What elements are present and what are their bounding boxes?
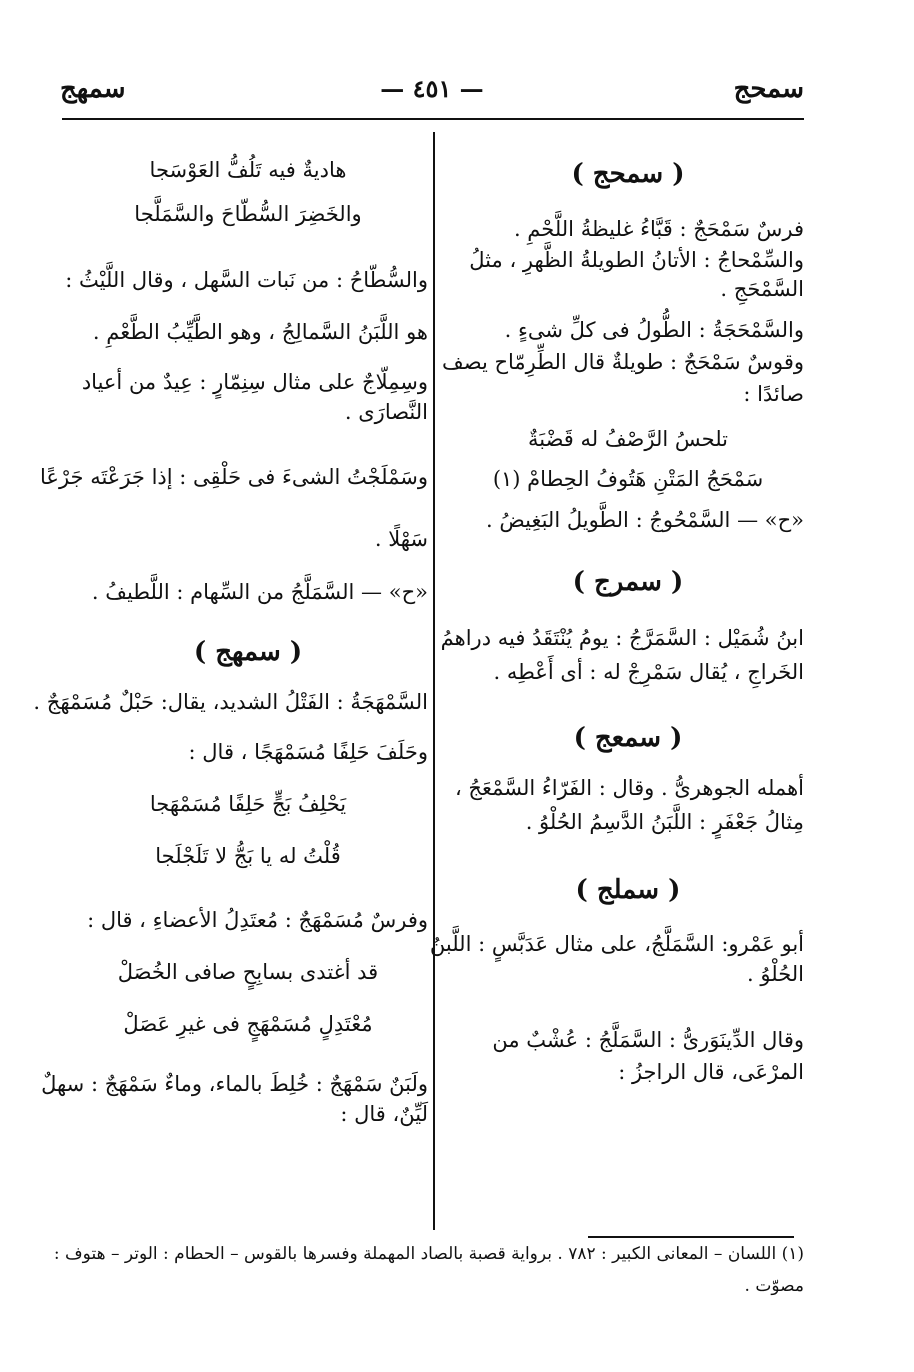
text-line: والسَّمْحَجَةُ : الطُّولُ فى كلِّ شىءٍ . bbox=[504, 318, 804, 342]
text-line: وفرسٌ مُسَمْهَجٌ : مُعتَدِلُ الأعضاءِ ، قال : bbox=[87, 908, 428, 932]
text-line: وقوسٌ سَمْحَجٌ : طويلةٌ قال الطِّرِمّاح يصف bbox=[442, 350, 804, 374]
header-left-word: سمهج bbox=[60, 74, 126, 104]
text-line: والسُّطّاحُ : من نَبات السَّهل ، وقال اللَّيْثُ : bbox=[65, 268, 428, 292]
text-line: السَّمْحَجِ . bbox=[720, 277, 804, 301]
text-line: «ح» — السَّمَلَّجُ من السِّهام : اللَّطيفُ . bbox=[91, 580, 428, 604]
text-line: والسِّمْحاجُ : الأتانُ الطويلةُ الظَّهرِ ، مثلُ bbox=[469, 248, 804, 272]
text-line: ولَبَنٌ سَمْهَجٌ : خُلِطَ بالماء، وماءٌ سَمْهَجٌ : سهلٌ bbox=[41, 1072, 428, 1096]
text-line: والخَضِرَ السُّطّاحَ والسَّمَلَّجا bbox=[134, 202, 362, 226]
entry-heading: ( سمعج ) bbox=[573, 723, 683, 753]
text-line: وحَلَفَ حَلِفًا مُسَمْهَجًا ، قال : bbox=[188, 740, 428, 764]
text-line: لَيِّنٌ، قال : bbox=[340, 1102, 428, 1126]
header-right-word: سمحج bbox=[733, 74, 804, 104]
text-line: السَّمْهَجَةُ : الفَتْلُ الشديد، يقال: حَبْلٌ مُسَمْهَجٌ . bbox=[33, 690, 428, 714]
entry-heading: ( سمهج ) bbox=[193, 637, 303, 667]
text-line: فرسٌ سَمْحَجٌ : قَبَّاءُ غليظةُ اللَّحْمِ . bbox=[513, 217, 804, 241]
footnote-line-1: (١) اللسان – المعانى الكبير : ٧٨٢ . برواية قصبة بالصاد المهملة وفسرها بالقوس – الحطام : الوتر – هتوف : bbox=[53, 1244, 804, 1264]
text-line: المرْعَى، قال الراجزُ : bbox=[618, 1060, 804, 1084]
text-line: سَمْحَجُ المَتْنِ هَتُوفُ الحِطامْ (١) bbox=[492, 467, 764, 491]
text-line: وقال الدِّينَوَرىُّ : السَّمَلَّجُ : عُشْبٌ من bbox=[492, 1028, 804, 1052]
text-line: الحُلْوُ . bbox=[747, 962, 804, 986]
text-line: «ح» — السَّمْحُوجُ : الطَّويلُ البَغِيضُ . bbox=[486, 508, 804, 532]
entry-heading: ( سملج ) bbox=[575, 875, 681, 905]
text-line: صائدًا : bbox=[743, 382, 804, 406]
text-line: الخَراجِ ، يُقال سَمْرِجْ له : أى أَعْطِه . bbox=[493, 660, 804, 684]
text-line: هو اللَّبَنُ السَّمالِجُ ، وهو الطَّيِّبُ الطَّعْمِ . bbox=[92, 320, 428, 344]
text-line: وسَمْلَجْتُ الشىءَ فى حَلْقِى : إذا جَرَعْتَه جَرْعًا bbox=[40, 465, 428, 489]
entry-heading: ( سمحج ) bbox=[571, 159, 685, 189]
column-divider bbox=[433, 132, 435, 1230]
text-line: تلحسُ الرَّصْفُ له قَضْبَةٌ bbox=[527, 427, 729, 451]
text-line: يَحْلِفُ بَجٍّ حَلِفًا مُسَمْهَجا bbox=[149, 792, 347, 816]
text-line: النَّصارَى . bbox=[344, 400, 428, 424]
footnote-rule bbox=[588, 1236, 794, 1238]
text-line: قد أغتدى بسابِحٍ صافى الخُصَلْ bbox=[117, 960, 379, 984]
text-line: قُلْتُ له يا بَجُّ لا تَلَجْلَجا bbox=[155, 844, 341, 868]
text-line: ابنُ شُمَيْل : السَّمَرَّجُ : يومُ يُنْتَقَدُ فيه دراهمُ bbox=[440, 626, 804, 650]
footnote-line-2: مصوّت . bbox=[744, 1276, 804, 1296]
text-line: أهمله الجوهرىُّ . وقال : الفَرّاءُ السَّمْعَجُ ، bbox=[454, 776, 804, 800]
text-line: مِثالُ جَعْفَرٍ : اللَّبَنُ الدَّسِمُ الحُلْوُ . bbox=[525, 810, 804, 834]
text-line: وسِمِلّاجٌ على مثال سِنِمّارٍ : عِيدٌ من أعياد bbox=[81, 370, 428, 394]
page-header bbox=[60, 70, 804, 114]
text-line: سَهْلًا . bbox=[374, 527, 428, 551]
text-line: هاديةٌ فيه تَلُفُّ العَوْسَجا bbox=[149, 158, 347, 182]
text-line: أبو عَمْرو: السَّمَلَّجُ، على مثال عَدَبَّسٍ : اللَّبنُ bbox=[429, 932, 804, 956]
text-line: مُعْتَدِلٍ مُسَمْهَجٍ فى غيرِ عَصَلْ bbox=[123, 1012, 373, 1036]
entry-heading: ( سمرج ) bbox=[572, 567, 684, 597]
header-rule bbox=[62, 118, 804, 120]
page-number: — ٤٥١ — bbox=[380, 74, 484, 103]
